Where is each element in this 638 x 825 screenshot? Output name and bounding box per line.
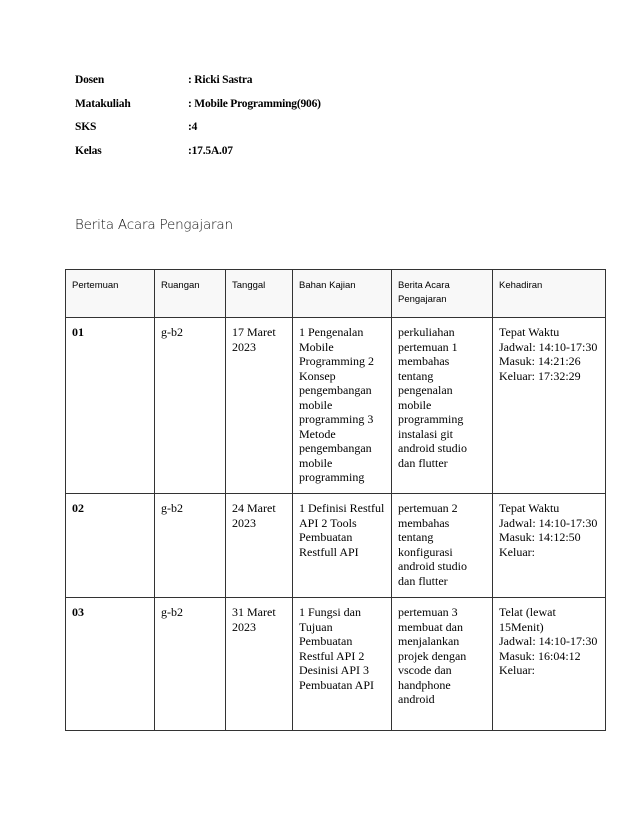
table-header-row [66,270,606,318]
cell-pertemuan: 02 [66,494,155,598]
info-label: SKS [75,121,97,134]
cell-pertemuan: 01 [66,318,155,494]
cell-bahan-kajian: 1 Fungsi dan Tujuan Pembuatan Restful API 2 Desinisi API 3 Pembuatan API [293,598,392,731]
cell-pertemuan: 03 [66,598,155,731]
kehadiran-status: Tepat Waktu [499,325,560,339]
kehadiran-keluar: Keluar: 17:32:29 [499,368,581,383]
info-value: : Ricki Sastra [188,74,253,86]
cell-berita-acara: pertemuan 2 membahas tentang konfigurasi android studio dan flutter [392,494,493,598]
cell-berita-acara: pertemuan 3 membuat dan menjalankan projek dengan vscode dan handphone android [392,598,493,731]
kehadiran-masuk: Masuk: 14:12:50 [499,530,581,544]
cell-ruangan: g-b2 [155,598,226,731]
info-label: Matakuliah [75,97,131,110]
header-pertemuan: Pertemuan [66,270,155,318]
table-row [66,318,606,494]
header-tanggal: Tanggal [226,270,293,318]
kehadiran-masuk: Masuk: 14:21:26 [499,354,581,368]
table-row [66,494,606,598]
header-ruangan: Ruangan [155,270,226,318]
header-berita-acara: Berita Acara Pengajaran [392,270,493,318]
cell-ruangan: g-b2 [155,494,226,598]
kehadiran-jadwal: Jadwal: 14:10-17:30 [499,515,598,530]
cell-kehadiran [493,494,606,598]
cell-tanggal: 17 Maret 2023 [226,318,293,494]
info-value: :17.5A.07 [188,145,233,158]
kehadiran-jadwal: Jadwal: 14:10-17:30 [499,339,598,354]
cell-kehadiran [493,598,606,731]
cell-bahan-kajian: 1 Definisi Restful API 2 Tools Pembuatan Restfull API [293,494,392,598]
header-kehadiran: Kehadiran [493,270,606,318]
info-label: Kelas [75,145,102,158]
info-value: : Mobile Programming(906) [188,97,321,110]
table-row [66,598,606,731]
kehadiran-status: Tepat Waktu [499,501,560,515]
kehadiran-keluar: Keluar: [499,663,535,677]
cell-kehadiran [493,318,606,494]
kehadiran-masuk: Masuk: 16:04:12 [499,648,581,663]
info-value: :4 [188,121,198,134]
section-title: Berita Acara Pengajaran [75,217,233,233]
teaching-record-table [65,269,606,731]
cell-berita-acara: perkuliahan pertemuan 1 membahas tentang pengenalan mobile programming instalasi git android studio dan flutter [392,318,493,494]
info-label: Dosen [75,74,105,86]
kehadiran-keluar: Keluar: [499,544,535,559]
cell-ruangan: g-b2 [155,318,226,494]
cell-tanggal: 31 Maret 2023 [226,598,293,731]
kehadiran-jadwal: Jadwal: 14:10-17:30 [499,634,598,648]
kehadiran-status: Telat (lewat 15Menit) [499,605,556,634]
cell-bahan-kajian: 1 Pengenalan Mobile Programming 2 Konsep pengembangan mobile programming 3 Metode pengembangan mobile programming [293,318,392,494]
header-bahan-kajian: Bahan Kajian [293,270,392,318]
cell-tanggal: 24 Maret 2023 [226,494,293,598]
